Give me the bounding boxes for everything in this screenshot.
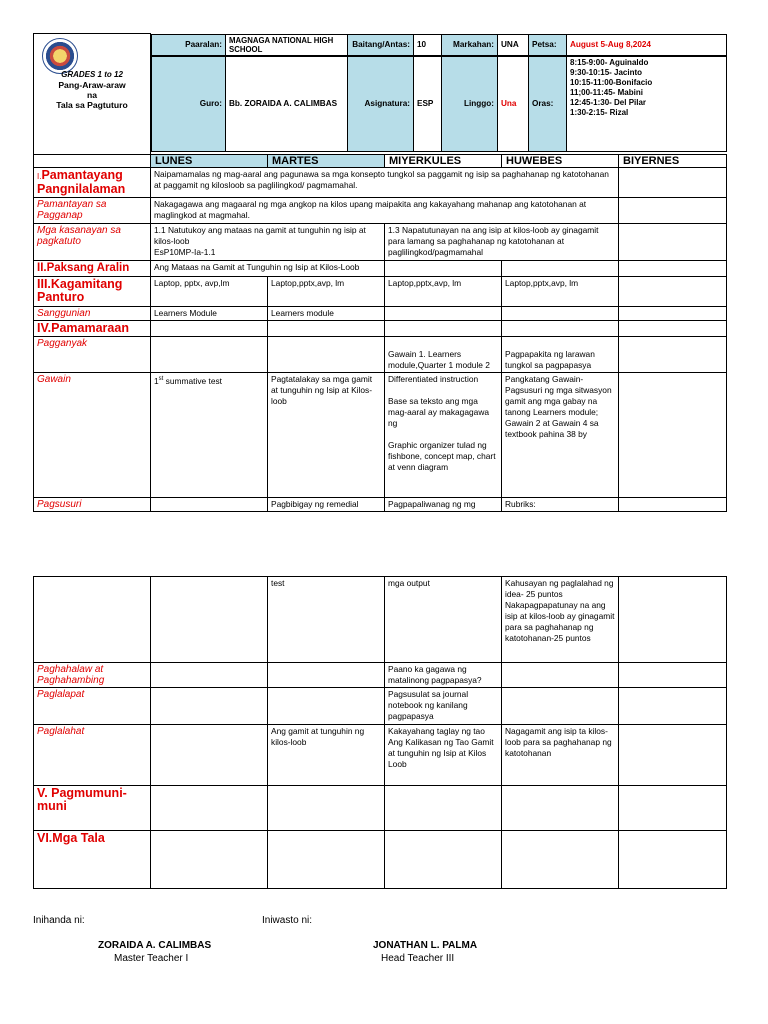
empty-cell [268, 831, 385, 889]
pagsusuri-martes: Pagbibigay ng remedial [268, 498, 385, 512]
paaralan-label: Paaralan: [152, 34, 226, 55]
markahan-label: Markahan: [442, 34, 498, 55]
oras-schedule [567, 56, 727, 151]
day-header-blank [34, 155, 151, 168]
paglalahat-martes: Ang gamit at tunguhin ng kilos-loob [268, 725, 385, 786]
paglalapat-label: Paglalapat [34, 688, 151, 725]
empty-cell [151, 725, 268, 786]
paglalahat-huwebes: Nagagamit ang isip ta kilos-loob para sa paghahanap ng katotohanan [502, 725, 619, 786]
paglalahat-miyerkules: Kakayahang taglay ng tao Ang Kalikasan ng Tao Gamit at tunguhin ng Isip at Kilos Loob [385, 725, 502, 786]
school-logo-cell [34, 34, 151, 155]
oras-label: Oras: [529, 56, 567, 151]
paglalapat-miyerkules: Pagsusulat sa journal notebook ng kanilang pagpapasya [385, 688, 502, 725]
cont-miyerkules: mga output [385, 577, 502, 663]
empty-cell [151, 663, 268, 688]
empty-cell [619, 831, 727, 889]
empty-cell [268, 337, 385, 373]
iniwasto-label: Iniwasto ni: [262, 915, 313, 926]
empty-cell [34, 577, 151, 663]
baitang-value: 10 [414, 34, 442, 55]
kasanayan-text: 1.1 Natutukoy ang mataas na gamit at tunguhin ng isip at kilos-loob [154, 225, 366, 246]
empty-cell [619, 577, 727, 663]
grades-label: GRADES 1 to 12 [61, 70, 123, 79]
day-lunes: LUNES [151, 155, 268, 168]
mga-tala-label: VI.Mga Tala [34, 831, 151, 889]
empty-cell [268, 663, 385, 688]
empty-cell [502, 261, 619, 277]
pagganap-content: Nakagagawa ang magaaral ng mga angkop na kilos upang maipakita ang kakayahang mahanap ang katotohanan at maglingkod at magmahal. [151, 198, 619, 224]
empty-cell [502, 831, 619, 889]
oras-line: 8:15-9:00- Aguinaldo [570, 57, 649, 67]
paghahalaw-miyerkules: Paano ka gagawa ng matalinong pagpapasya? [385, 663, 502, 688]
gawain-martes: Pagtatalakay sa mga gamit at tunguhin ng Isip at Kilos-loob [268, 373, 385, 498]
gawain-huwebes: Pangkatang Gawain- Pagsusuri ng mga sitwasyon gamit ang mga gabay na tanong Learners module; Gawain 2 at Gawain 4 sa textbook pahina 38 by [502, 373, 619, 498]
empty-cell [268, 321, 385, 337]
empty-cell [619, 786, 727, 831]
dll-table-page1 [33, 33, 727, 512]
ordinal-suffix: st [158, 376, 164, 382]
kasanayan-code: EsP10MP-Ia-1.1 [154, 247, 216, 257]
empty-cell [619, 307, 727, 321]
linggo-label: Linggo: [442, 56, 498, 151]
oras-line: 10:15-11:00-Bonifacio [570, 77, 653, 87]
empty-cell [385, 321, 502, 337]
checker-title: Head Teacher III [381, 953, 455, 964]
paaralan-value: MAGNAGA NATIONAL HIGH SCHOOL [226, 34, 348, 55]
pamantayang-content: Naipamamalas ng mag-aaral ang pagunawa sa mga konsepto tungkol sa paggamit ng isip sa paghahanap ng katotohanan at paggamit ng kilosloob sa paglilingkod/ pagmamahal. [151, 168, 619, 198]
day-biyernes: BIYERNES [619, 155, 727, 168]
empty-cell [619, 337, 727, 373]
empty-cell [502, 786, 619, 831]
empty-cell [385, 786, 502, 831]
paksang-label: II.Paksang Aralin [34, 261, 151, 277]
inihanda-label: Inihanda ni: [33, 915, 85, 926]
empty-cell [151, 337, 268, 373]
empty-cell [619, 321, 727, 337]
kagamitang-lunes: Laptop, pptx, avp,lm [151, 277, 268, 307]
asignatura-value: ESP [414, 56, 442, 151]
oras-line: 9:30-10:15- Jacinto [570, 67, 643, 77]
petsa-label: Petsa: [529, 34, 567, 55]
kagamitang-martes: Laptop,pptx,avp, lm [268, 277, 385, 307]
cont-huwebes: Kahusayan ng paglalahad ng idea- 25 puntos Nakapagpapatunay na ang isip at kilos-loob ay ginagamit para sa paghahanap ng katotohanan-25 puntos [502, 577, 619, 663]
gawain-line: Base sa teksto ang mga mag-aaral ay makagagawa ng [388, 396, 490, 428]
petsa-value: August 5-Aug 8,2024 [567, 34, 727, 55]
ordinal-number: 1 [154, 375, 159, 386]
empty-cell [385, 831, 502, 889]
cont-martes: test [268, 577, 385, 663]
pamantayang-label [34, 168, 151, 198]
kagamitang-huwebes: Laptop,pptx,avp, lm [502, 277, 619, 307]
pamamaraan-label: IV.Pamamaraan [34, 321, 151, 337]
empty-cell [619, 725, 727, 786]
kasanayan-label: Mga kasanayan sa pagkatuto [34, 224, 151, 261]
roman-numeral: I. [37, 172, 42, 181]
pagganyak-label: Pagganyak [34, 337, 151, 373]
title-line: Pang-Araw-araw [58, 80, 126, 90]
empty-cell [619, 168, 727, 198]
empty-cell [385, 261, 502, 277]
empty-cell [151, 831, 268, 889]
empty-cell [619, 261, 727, 277]
summative-text: summative test [163, 375, 222, 386]
empty-cell [385, 307, 502, 321]
dll-table-page2 [33, 576, 727, 889]
pagsusuri-huwebes: Rubriks: [502, 498, 619, 512]
empty-cell [151, 688, 268, 725]
kasanayan-martes-lunes [151, 224, 385, 261]
empty-cell [151, 786, 268, 831]
empty-cell [268, 688, 385, 725]
day-huwebes: HUWEBES [502, 155, 619, 168]
pagsusuri-miyerkules: Pagpapaliwanag ng mg [385, 498, 502, 512]
empty-cell [502, 307, 619, 321]
kagamitang-miyerkules: Laptop,pptx,avp, lm [385, 277, 502, 307]
empty-cell [619, 277, 727, 307]
gawain-miyerkules [385, 373, 502, 498]
markahan-value: UNA [498, 34, 529, 55]
empty-cell [619, 498, 727, 512]
empty-cell [151, 321, 268, 337]
empty-cell [151, 498, 268, 512]
baitang-label: Baitang/Antas: [348, 34, 414, 55]
sanggunian-lunes: Learners Module [151, 307, 268, 321]
oras-line: 1:30-2:15- Rizal [570, 107, 629, 117]
empty-cell [268, 786, 385, 831]
empty-cell [502, 663, 619, 688]
preparer-name: ZORAIDA A. CALIMBAS [98, 940, 212, 951]
oras-line: 12:45-1:30- Del Pilar [570, 97, 647, 107]
kasanayan-miy-huw: 1.3 Napatutunayan na ang isip at kilos-loob ay ginagamit para lamang sa paghahanap ng katotohanan at paglilingkod/pagmamahal [385, 224, 619, 261]
gawain-line: Differentiated instruction [388, 374, 479, 384]
guro-label: Guro: [152, 56, 226, 151]
gawain-line: Graphic organizer tulad ng fishbone, concept map, chart at venn diagram [388, 440, 496, 472]
paghahalaw-label: Paghahalaw at Paghahambing [34, 663, 151, 688]
pagganyak-huwebes: Pagpapakita ng larawan tungkol sa pagpapasya [502, 337, 619, 373]
day-martes: MARTES [268, 155, 385, 168]
gawain-lunes [151, 373, 268, 498]
empty-cell [151, 577, 268, 663]
title-line: na [86, 90, 98, 100]
linggo-value: Una [498, 56, 529, 151]
paksang-content: Ang Mataas na Gamit at Tunguhin ng Isip at Kilos-Loob [151, 261, 385, 277]
empty-cell [502, 321, 619, 337]
pagsusuri-label: Pagsusuri [34, 498, 151, 512]
dll-title [34, 70, 150, 110]
pamantayang-text: Pamantayang Pangnilalaman [37, 168, 126, 196]
guro-value: Bb. ZORAIDA A. CALIMBAS [226, 56, 348, 151]
sanggunian-label: Sanggunian [34, 307, 151, 321]
header-row-bottom [151, 56, 727, 155]
empty-cell [502, 688, 619, 725]
title-line: Tala sa Pagtuturo [56, 100, 128, 110]
paglalahat-label: Paglalahat [34, 725, 151, 786]
pagganyak-miyerkules: Gawain 1. Learners module,Quarter 1 module 2 [385, 337, 502, 373]
empty-cell [619, 688, 727, 725]
kagamitang-label: III.Kagamitang Panturo [34, 277, 151, 307]
sanggunian-martes: Learners module [268, 307, 385, 321]
gawain-label: Gawain [34, 373, 151, 498]
asignatura-label: Asignatura: [348, 56, 414, 151]
empty-cell [619, 373, 727, 498]
empty-cell [619, 663, 727, 688]
oras-line: 11;00-11:45- Mabini [570, 87, 643, 97]
day-miyerkules: MIYERKULES [385, 155, 502, 168]
deped-seal-icon [42, 38, 78, 74]
preparer-title: Master Teacher I [114, 953, 189, 964]
header-row-top [151, 34, 727, 56]
pagganap-label: Pamantayan sa Pagganap [34, 198, 151, 224]
pagmumuni-label: V. Pagmumuni-muni [34, 786, 151, 831]
empty-cell [619, 198, 727, 224]
empty-cell [619, 224, 727, 261]
checker-name: JONATHAN L. PALMA [373, 940, 478, 951]
